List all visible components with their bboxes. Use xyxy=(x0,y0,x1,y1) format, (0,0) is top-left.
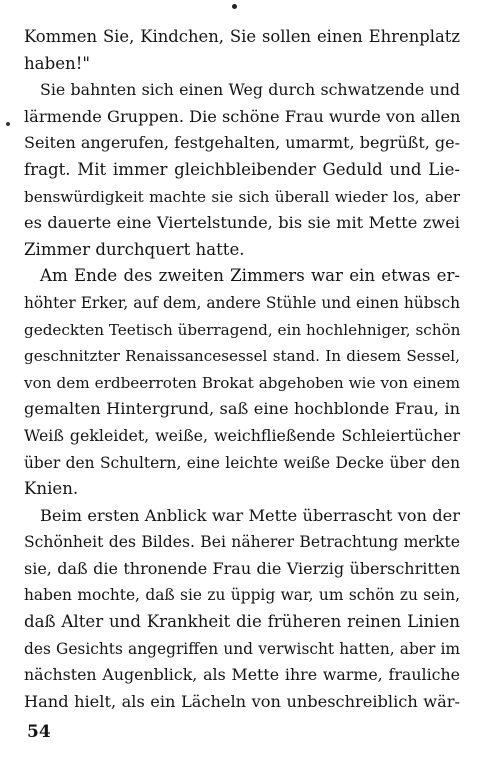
text-line: höhter Erker, auf dem, andere Stühle und einen hübsch xyxy=(24,293,460,312)
text-line: Hand hielt, als ein Lächeln von unbeschreiblich wär- xyxy=(24,691,460,711)
body-text xyxy=(24,24,460,715)
text-line: Am Ende des zweiten Zimmers war ein etwas er- xyxy=(40,266,460,286)
text-line: haben mochte, daß sie zu üppig war, um schön zu sein, xyxy=(24,586,460,605)
print-speck-margin xyxy=(6,122,10,126)
text-line: Seiten angerufen, festgehalten, umarmt, begrüßt, ge- xyxy=(24,133,461,153)
text-line: geschnitzter Renaissancesessel stand. In diesem Sessel, xyxy=(24,347,460,366)
text-line: Knien. xyxy=(24,479,79,499)
text-line: nächsten Augenblick, als Mette ihre warme, frauliche xyxy=(24,665,460,685)
text-line: es dauerte eine Viertelstunde, bis sie mit Mette zwei xyxy=(24,213,460,233)
text-line: daß Alter und Krankheit die früheren reinen Linien xyxy=(24,612,460,632)
page-number: 54 xyxy=(27,722,51,742)
text-line: von dem erdbeerroten Brokat abgehoben wie von einem xyxy=(24,373,460,392)
text-line: lärmende Gruppen. Die schöne Frau wurde von allen xyxy=(24,106,461,126)
text-line: gedeckten Teetisch überragend, ein hochlehniger, schön xyxy=(24,320,461,339)
text-line: des Gesichts angegriffen und verwischt hatten, aber im xyxy=(24,639,460,658)
text-line: benswürdigkeit machte sie sich überall wieder los, aber xyxy=(24,187,460,206)
text-line: Schönheit des Bildes. Bei näherer Betrachtung merkte xyxy=(24,533,460,552)
print-speck-top xyxy=(232,4,237,9)
text-line: Beim ersten Anblick war Mette überrascht von der xyxy=(40,505,460,525)
text-line: sie, daß die thronende Frau die Vierzig überschritten xyxy=(24,558,460,578)
text-line: Sie bahnten sich einen Weg durch schwatzende und xyxy=(40,80,460,100)
text-line: Zimmer durchquert hatte. xyxy=(24,239,245,259)
text-line: über den Schultern, eine leichte weiße Decke über den xyxy=(24,453,460,472)
text-line: Kommen Sie, Kindchen, Sie sollen einen Ehrenplatz xyxy=(24,27,460,46)
text-line: Weiß gekleidet, weiße, weichfließende Schleiertücher xyxy=(24,425,460,445)
text-line: fragt. Mit immer gleichbleibender Geduld und Lie- xyxy=(24,159,460,179)
text-line: gemalten Hintergrund, saß eine hochblonde Frau, in xyxy=(24,399,460,419)
text-line: haben!" xyxy=(24,53,91,73)
